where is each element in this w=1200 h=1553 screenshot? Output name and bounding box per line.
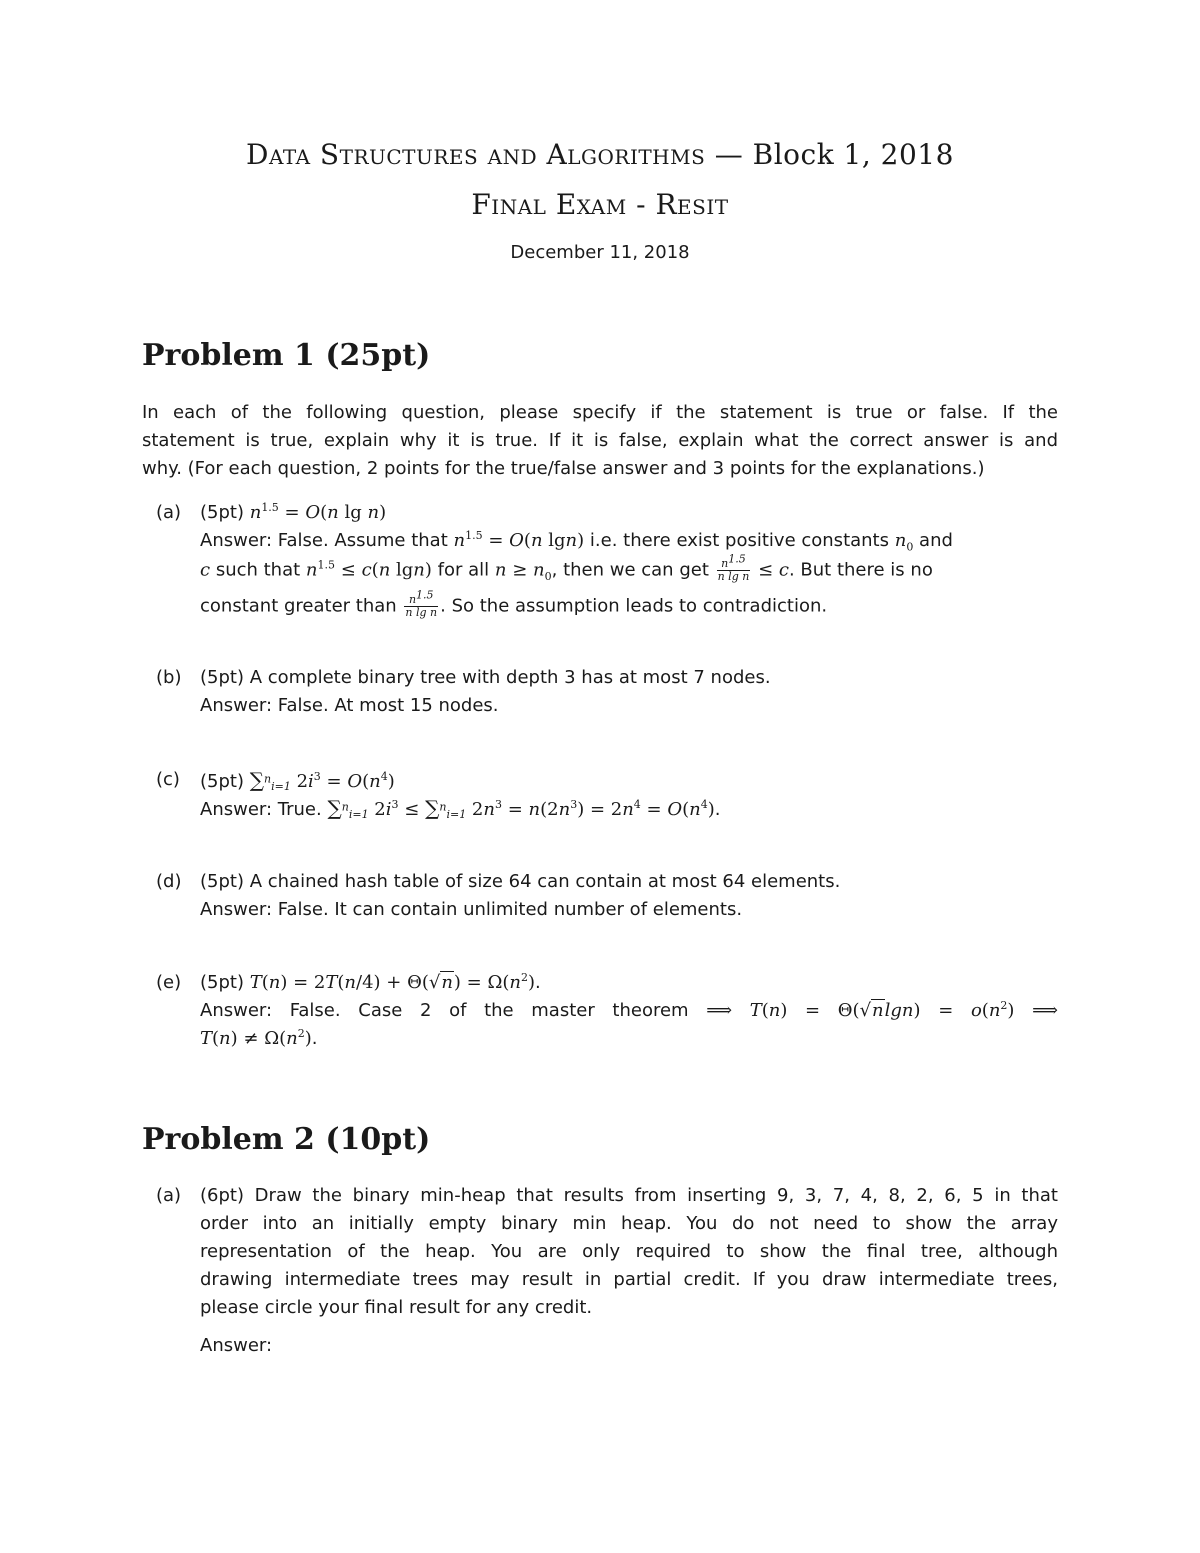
item-e-question: (5pt) $T(n) = 2T(n/4) + \Theta(√n) = \Omega(n^2)$. [200,971,541,993]
p2-item-a-line-3: representation of the heap. You are only required to show the final tree, although [200,1241,1058,1262]
item-e-label: (e) [156,972,182,993]
course-title-line [0,138,1200,171]
p2-item-a-line-4: drawing intermediate trees may result in partial credit. If you draw intermediate trees, [200,1269,1058,1290]
item-b-answer: Answer: False. At most 15 nodes. [200,695,499,716]
p2-item-a-label: (a) [156,1185,182,1206]
item-d-answer: Answer: False. It can contain unlimited number of elements. [200,899,743,920]
course-title: Data Structures and Algorithms [246,138,706,171]
item-a-label: (a) [156,502,182,523]
item-e-answer-line-1: Answer: False. Case 2 of the master theorem ⟹ $T(n) = \Theta(√nlgn) = o(n^2)$ ⟹ [200,999,1058,1021]
p2-item-a-answer: Answer: [200,1335,273,1356]
p2-item-a-line-1: (6pt) Draw the binary min-heap that results from inserting 9, 3, 7, 4, 8, 2, 6, 5 in that [200,1185,1058,1206]
problem-1-intro-line-1: In each of the following question, please specify if the statement is true or false. If the [142,402,1058,423]
course-block: — Block 1, 2018 [714,138,954,171]
problem-1-heading: Problem 1 (25pt) [142,338,431,373]
item-a-answer-line-3: constant greater than $\frac{n^{1.5}}{\text{n lg n}}$ . So the assumption leads to contradiction. [200,588,828,619]
exam-date: December 11, 2018 [510,242,690,263]
problem-1-intro-line-3: why. (For each question, 2 points for the true/false answer and 3 points for the explanations.) [142,458,985,479]
problem-2-heading: Problem 2 (10pt) [142,1122,431,1157]
item-c-label: (c) [156,769,180,790]
exam-title: Final Exam - Resit [471,188,729,221]
item-c-question: (5pt) ∑$^n_{i=1}$ $2i^3 = O(n^4)$ [200,768,395,794]
item-b-question: (5pt) A complete binary tree with depth 3 has at most 7 nodes. [200,667,771,688]
item-c-answer: Answer: True. ∑$^n_{i=1}$ $2i^3 \le \sum^n_{i=1}$ $2n^3 = n(2n^3) = 2n^4 = O(n^4)$. [200,796,721,822]
item-a-question: (5pt) $n^{1.5} = O(n$ lg n) [200,501,387,523]
item-d-label: (d) [156,871,182,892]
p2-item-a-line-2: order into an initially empty binary min heap. You do not need to show the array [200,1213,1058,1234]
p2-item-a-line-5: please circle your final result for any credit. [200,1297,593,1318]
item-b-label: (b) [156,667,182,688]
item-a-answer-line-2: c such that $n^{1.5} \le c(n$ lgn) for all $n \ge n_0$, then we can get $\frac{n^{1.5}}{\text{n lg n}}$ ≤ c. But there is no [200,552,933,584]
problem-1-intro-line-2: statement is true, explain why it is true. If it is false, explain what the correct answer is and [142,430,1058,451]
item-d-question: (5pt) A chained hash table of size 64 can contain at most 64 elements. [200,871,841,892]
item-a-answer-line-1: Answer: False. Assume that $n^{1.5} = O(n$ lgn) i.e. there exist positive constants $n_0$ and [200,529,953,554]
item-e-answer-line-2: $T(n) \ne \Omega(n^2)$. [200,1027,318,1049]
